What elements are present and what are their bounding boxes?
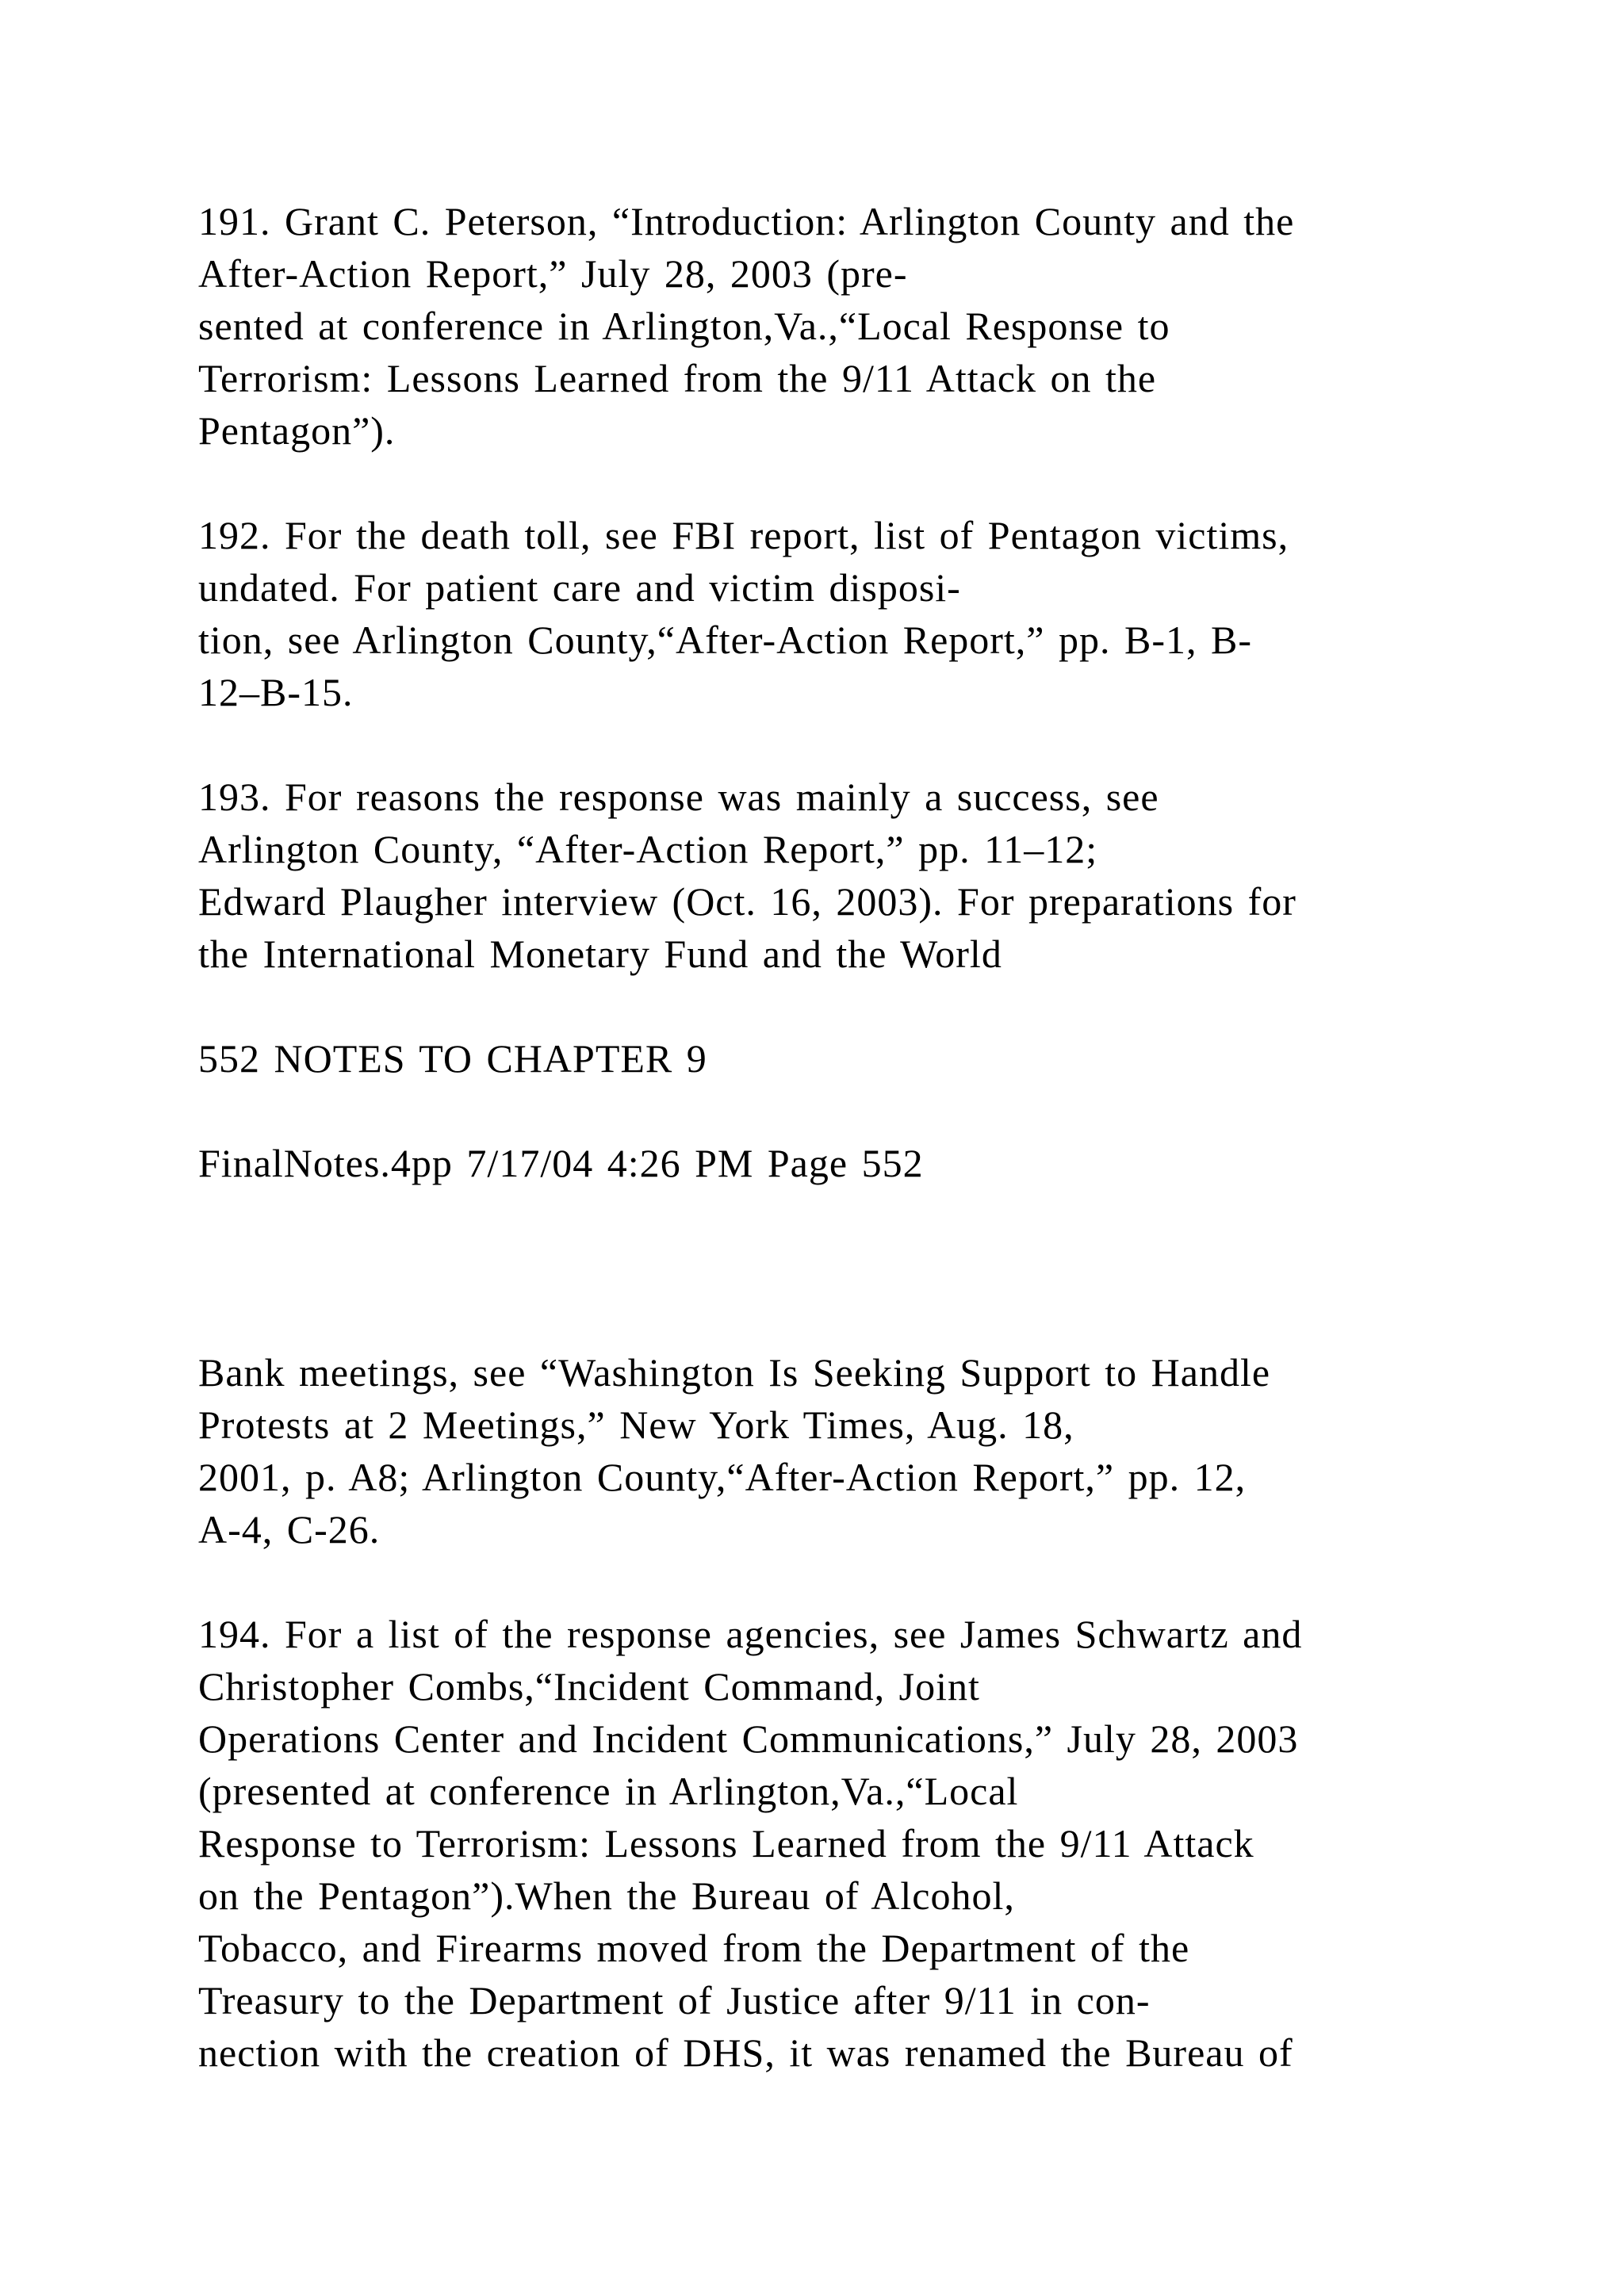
note-192-line-2: undated. For patient care and victim disposi-	[198, 565, 961, 610]
note-193-cont-line-4: A-4, C-26.	[198, 1507, 381, 1552]
note-192-line-4: 12–B-15.	[198, 670, 354, 714]
note-193-cont-line-3: 2001, p. A8; Arlington County,“After-Action Report,” pp. 12,	[198, 1455, 1247, 1499]
print-slug: FinalNotes.4pp 7/17/04 4:26 PM Page 552	[198, 1141, 924, 1185]
note-193-line-3: Edward Plaugher interview (Oct. 16, 2003). For preparations for	[198, 879, 1297, 924]
note-194-line-6: on the Pentagon”).When the Bureau of Alcohol,	[198, 1873, 1015, 1918]
note-191-line-4: Terrorism: Lessons Learned from the 9/11 Attack on the	[198, 356, 1157, 400]
note-193-line-4: the International Monetary Fund and the World	[198, 932, 1002, 976]
note-194-line-1: 194. For a list of the response agencies, see James Schwartz and	[198, 1612, 1303, 1656]
note-194-line-9: nection with the creation of DHS, it was renamed the Bureau of	[198, 2030, 1293, 2075]
note-194-line-7: Tobacco, and Firearms moved from the Department of the	[198, 1926, 1190, 1970]
note-191-line-3: sented at conference in Arlington,Va.,“Local Response to	[198, 304, 1170, 348]
note-194-line-4: (presented at conference in Arlington,Va.,“Local	[198, 1769, 1019, 1813]
chapter-footer: 552 NOTES TO CHAPTER 9	[198, 1036, 707, 1081]
note-194-line-8: Treasury to the Department of Justice after 9/11 in con-	[198, 1978, 1151, 2022]
note-194-line-2: Christopher Combs,“Incident Command, Joint	[198, 1664, 980, 1709]
note-191-line-2: After-Action Report,” July 28, 2003 (pre-	[198, 251, 908, 296]
note-192-line-3: tion, see Arlington County,“After-Action Report,” pp. B-1, B-	[198, 618, 1252, 662]
note-193-line-1: 193. For reasons the response was mainly a success, see	[198, 775, 1159, 819]
note-194-line-5: Response to Terrorism: Lessons Learned from the 9/11 Attack	[198, 1821, 1254, 1866]
note-193-cont-line-1: Bank meetings, see “Washington Is Seeking Support to Handle	[198, 1350, 1271, 1395]
note-193-line-2: Arlington County, “After-Action Report,” pp. 11–12;	[198, 827, 1098, 871]
note-191-line-1: 191. Grant C. Peterson, “Introduction: Arlington County and the	[198, 199, 1295, 243]
note-193-cont-line-2: Protests at 2 Meetings,” New York Times, Aug. 18,	[198, 1402, 1074, 1447]
note-191-line-5: Pentagon”).	[198, 408, 396, 453]
note-192-line-1: 192. For the death toll, see FBI report, list of Pentagon victims,	[198, 513, 1289, 557]
note-194-line-3: Operations Center and Incident Communications,” July 28, 2003	[198, 1716, 1299, 1761]
